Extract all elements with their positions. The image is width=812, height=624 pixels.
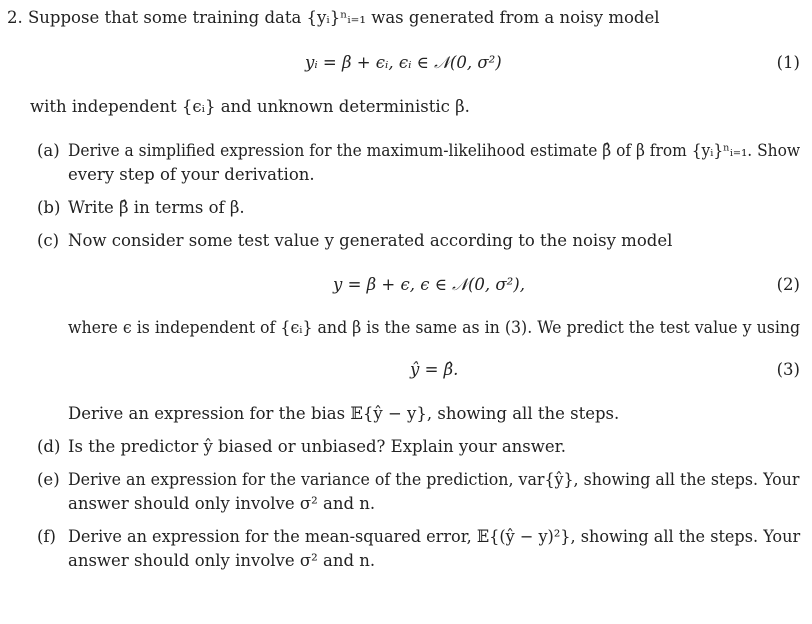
equation-3-number: (3): [776, 360, 800, 379]
part-a-text-line2: every step of your derivation.: [68, 165, 315, 184]
problem-intro: 2. Suppose that some training data {yᵢ}ⁿᵢ₌₁ was generated from a noisy model: [7, 8, 660, 27]
part-c-text: Now consider some test value y generated according to the noisy model: [68, 231, 673, 250]
equation-3: ŷ = β̂.: [410, 360, 459, 379]
part-f-text-line1: Derive an expression for the mean-squared error, 𝔼{(ŷ − y)²}, showing all the steps. Your: [68, 527, 801, 546]
part-f-label: (f): [37, 527, 56, 546]
part-a-label: (a): [37, 141, 60, 160]
part-b-text: Write β̂ in terms of β.: [68, 198, 245, 217]
part-c-text2: where ϵ is independent of {ϵᵢ} and β is the same as in (3). We predict the test value y using: [68, 318, 801, 337]
part-b-label: (b): [37, 198, 61, 217]
equation-1-number: (1): [776, 53, 800, 72]
equation-1: yᵢ = β + ϵᵢ, ϵᵢ ∈ 𝒩(0, σ²): [305, 53, 502, 72]
part-c-text3: Derive an expression for the bias 𝔼{ŷ − y}, showing all the steps.: [68, 404, 620, 423]
equation-2-number: (2): [776, 275, 800, 294]
part-e-text-line2: answer should only involve σ² and n.: [68, 494, 376, 513]
part-d-label: (d): [37, 437, 61, 456]
part-a-text-line1: Derive a simplified expression for the maximum-likelihood estimate β̂ of β from {yᵢ}ⁿᵢ₌₁. Show: [68, 141, 801, 160]
part-e-text-line1: Derive an expression for the variance of the prediction, var{ŷ}, showing all the steps. Your: [68, 470, 800, 489]
part-e-label: (e): [37, 470, 60, 489]
part-d-text: Is the predictor ŷ biased or unbiased? Explain your answer.: [68, 437, 566, 456]
equation-2: y = β + ϵ, ϵ ∈ 𝒩(0, σ²),: [333, 275, 525, 294]
problem-assumption: with independent {ϵᵢ} and unknown deterministic β.: [30, 97, 470, 116]
part-f-text-line2: answer should only involve σ² and n.: [68, 551, 376, 570]
part-c-label: (c): [37, 231, 60, 250]
